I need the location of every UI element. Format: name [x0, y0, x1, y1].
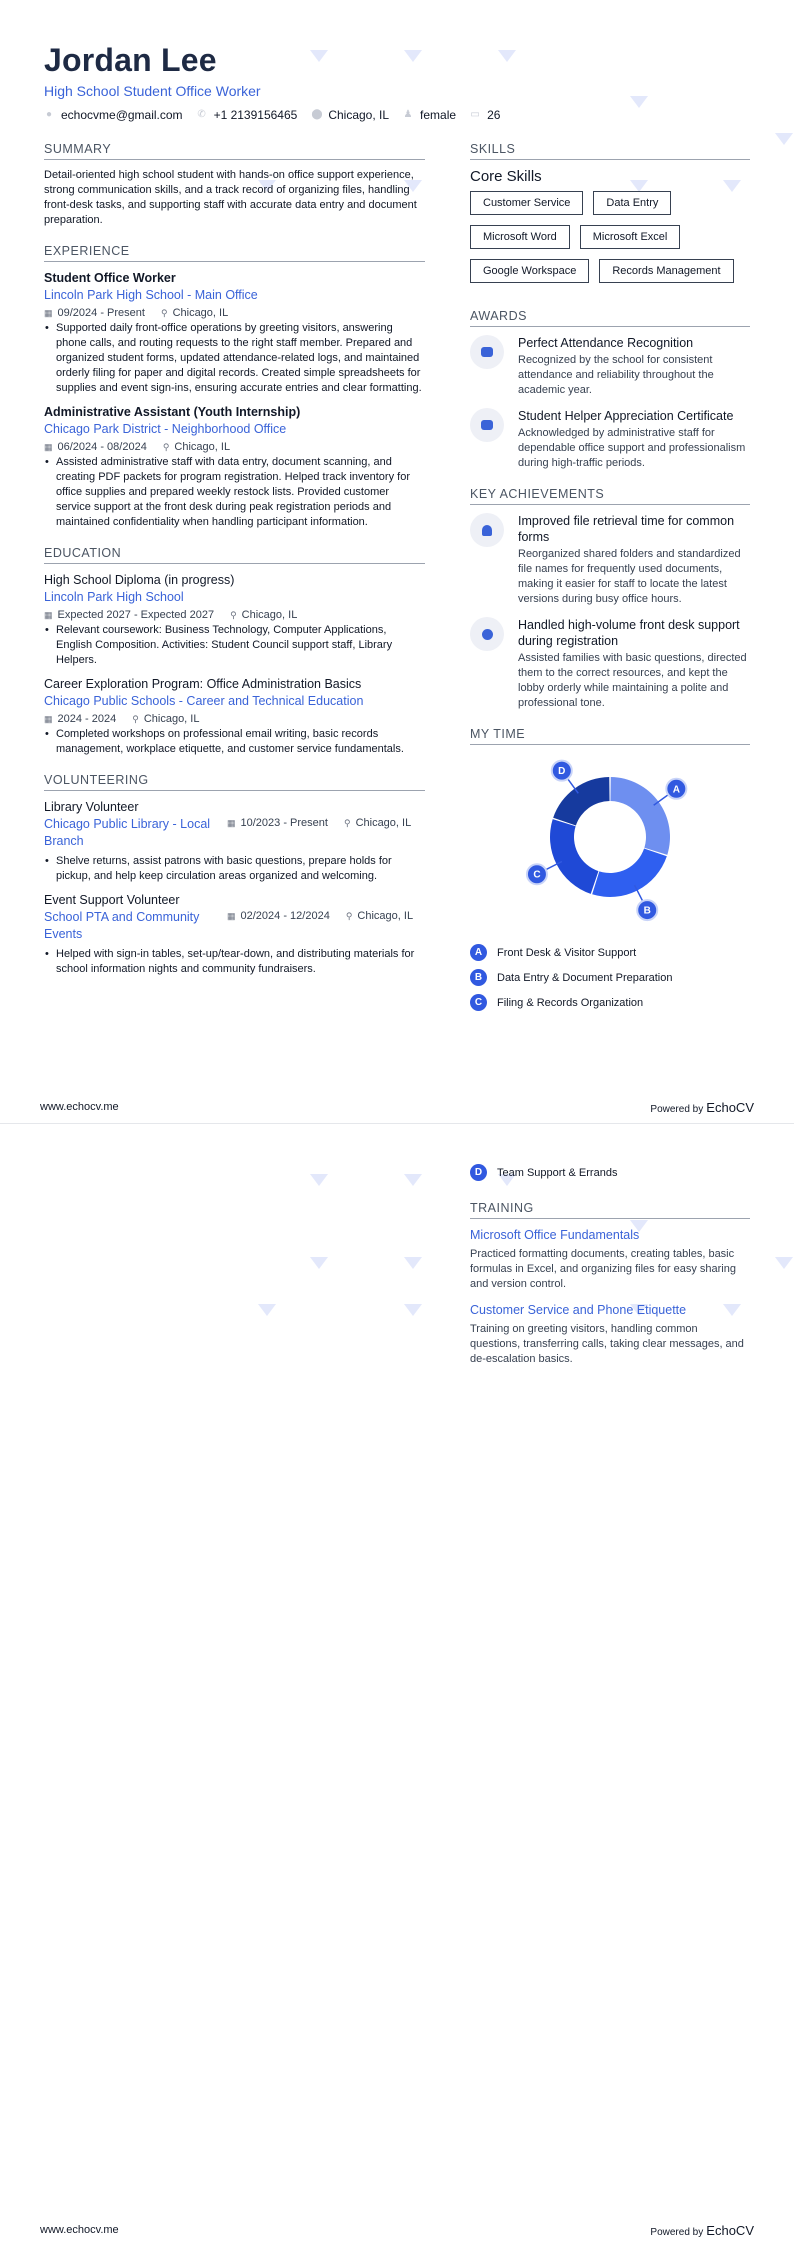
section-heading: KEY ACHIEVEMENTS: [470, 487, 750, 505]
contact-age: [470, 108, 500, 122]
footer-brand: EchoCV: [706, 2222, 754, 2238]
award-description: Acknowledged by administrative staff for dependable office support and professionalism during high-traffic periods.: [518, 427, 746, 469]
volunteering-entry: [44, 892, 425, 977]
donut-marker-label: B: [643, 905, 651, 917]
entry-organization: Lincoln Park High School: [44, 590, 184, 604]
award-title: Perfect Attendance Recognition: [518, 336, 694, 350]
entry-bullet: • Shelve returns, assist patrons with basic questions, prepare holds for pickup, and help keep circulation areas organized and welcoming.: [44, 854, 425, 884]
entry-organization: School PTA and Community Events: [44, 910, 200, 941]
skill-chip: Microsoft Word: [470, 225, 570, 249]
legend-marker: A: [470, 944, 487, 961]
experience-section: [44, 244, 425, 530]
resume-header: [44, 42, 750, 99]
entry-meta: [227, 817, 411, 829]
footer-website[interactable]: www.echocv.me: [40, 1101, 119, 1113]
donut-slice: [592, 849, 667, 897]
calendar-icon: ▦: [44, 713, 53, 724]
decor-triangle: [310, 1174, 328, 1186]
calendar-icon: ▭: [470, 109, 480, 120]
location-icon: ⚲: [343, 817, 351, 828]
candidate-name: Jordan Lee: [44, 42, 217, 78]
page-footer: [40, 2222, 754, 2238]
donut-marker-label: D: [558, 766, 566, 778]
achievement-description: Reorganized shared folders and standardized file names for frequently used documents, making it easier for staff to locate the latest versions during busy office hours.: [518, 548, 741, 605]
section-heading: TRAINING: [470, 1201, 750, 1219]
section-heading: EXPERIENCE: [44, 244, 425, 262]
decor-triangle: [775, 1257, 793, 1269]
awards-section: [470, 309, 750, 471]
entry-location: Chicago, IL: [357, 910, 414, 922]
message-icon: [470, 335, 504, 369]
right-column-continued: [470, 1164, 750, 1383]
section-heading: MY TIME: [470, 727, 750, 745]
summary-text: Detail-oriented high school student with hands-on office support experience, strong communication skills, and a track record of organizing files, handling front-desk tasks, and supporting staff with accurate data entry and document preparation.: [44, 169, 417, 226]
location-icon: ⬤: [311, 109, 323, 120]
achievement-title: Improved file retrieval time for common forms: [518, 514, 735, 544]
entry-bullet: • Completed workshops on professional email writing, basic records management, workplace etiquette, and customer service fundamentals.: [44, 727, 425, 757]
entry-organization: Lincoln Park High School - Main Office: [44, 288, 258, 302]
education-section: [44, 546, 425, 757]
entry-meta: [44, 441, 425, 453]
decor-triangle: [404, 1257, 422, 1269]
legend-label: Filing & Records Organization: [497, 996, 644, 1009]
award-description: Recognized by the school for consistent attendance and reliability throughout the academic year.: [518, 354, 714, 396]
entry-location: Chicago, IL: [355, 817, 412, 829]
achievement-description: Assisted families with basic questions, directed them to the correct resources, and kept the lobby orderly while maintaining a polite and professional tone.: [518, 652, 747, 709]
footer-powered-label: Powered by: [650, 2226, 704, 2238]
skills-list: [470, 191, 750, 293]
section-heading: VOLUNTEERING: [44, 773, 425, 791]
training-description: Training on greeting visitors, handling common questions, transferring calls, taking clear messages, and de-escalation basics.: [470, 1323, 744, 1365]
skill-chip: Records Management: [599, 259, 733, 283]
legend-marker: B: [470, 969, 487, 986]
experience-entry: [44, 404, 425, 530]
section-heading: SKILLS: [470, 142, 750, 160]
entry-meta: [44, 713, 425, 725]
phone-icon: ✆: [197, 109, 206, 120]
contact-gender: [403, 108, 456, 122]
calendar-icon: ▦: [227, 817, 236, 828]
footer-website[interactable]: www.echocv.me: [40, 2224, 119, 2236]
entry-title: High School Diploma (in progress): [44, 573, 235, 587]
achievement-item: [470, 513, 750, 607]
location-icon: ⚲: [345, 910, 353, 921]
education-entry: [44, 676, 425, 757]
achievement-item: [470, 617, 750, 711]
entry-meta: [44, 609, 425, 621]
time-donut-chart: [470, 753, 750, 933]
candidate-title: High School Student Office Worker: [44, 83, 261, 99]
award-title: Student Helper Appreciation Certificate: [518, 409, 734, 423]
contact-location-text: Chicago, IL: [328, 108, 390, 122]
entry-meta: [227, 910, 413, 922]
left-column: [44, 142, 425, 993]
contact-email-text: echocvme@gmail.com: [61, 108, 183, 122]
entry-date: 06/2024 - 08/2024: [57, 441, 147, 453]
calendar-icon: ▦: [44, 307, 53, 318]
calendar-icon: ▦: [44, 609, 53, 620]
training-section: [470, 1201, 750, 1367]
section-heading: SUMMARY: [44, 142, 425, 160]
award-item: [470, 408, 750, 471]
education-entry: [44, 572, 425, 668]
experience-entry: [44, 270, 425, 396]
my-time-section: [470, 727, 750, 1011]
contact-phone[interactable]: [197, 108, 298, 122]
pie-chart-icon: [470, 617, 504, 651]
decor-triangle: [404, 1304, 422, 1316]
resume-page-2: [0, 1123, 794, 2246]
legend-item: [470, 944, 750, 961]
skill-chip: Customer Service: [470, 191, 583, 215]
contact-phone-text: +1 2139156465: [213, 108, 298, 122]
contact-location: [311, 108, 389, 122]
summary-section: [44, 142, 425, 228]
donut-slice: [610, 777, 670, 855]
footer-brand: EchoCV: [706, 1099, 754, 1115]
contact-email[interactable]: [44, 108, 183, 122]
legend-item: [470, 969, 750, 986]
decor-triangle: [258, 1304, 276, 1316]
entry-title: Career Exploration Program: Office Administration Basics: [44, 677, 362, 691]
section-heading: EDUCATION: [44, 546, 425, 564]
calendar-icon: ▦: [44, 441, 53, 452]
donut-slice: [553, 777, 609, 825]
legend-marker: D: [470, 1164, 487, 1181]
training-title: Microsoft Office Fundamentals: [470, 1228, 640, 1242]
location-icon: ⚲: [132, 713, 139, 724]
volunteering-entry: [44, 799, 425, 884]
decor-triangle: [404, 1174, 422, 1186]
legend-marker: C: [470, 994, 487, 1011]
entry-title: Event Support Volunteer: [44, 893, 180, 907]
donut-marker-label: A: [672, 784, 680, 796]
entry-organization: Chicago Public Library - Local Branch: [44, 817, 211, 848]
training-description: Practiced formatting documents, creating tables, basic formulas in Excel, and organizing files for easy sharing and version control.: [470, 1248, 736, 1290]
entry-date: 10/2023 - Present: [240, 817, 328, 829]
skills-section: [470, 142, 750, 293]
entry-title: Library Volunteer: [44, 800, 139, 814]
right-column: [470, 142, 750, 1027]
training-title: Customer Service and Phone Etiquette: [470, 1303, 687, 1317]
skill-chip: Data Entry: [593, 191, 671, 215]
entry-organization: Chicago Park District - Neighborhood Office: [44, 422, 287, 436]
achievements-section: [470, 487, 750, 711]
volunteering-section: [44, 773, 425, 977]
bell-icon: [470, 513, 504, 547]
legend-label: Team Support & Errands: [497, 1166, 618, 1179]
footer-powered-label: Powered by: [650, 1103, 704, 1115]
entry-bullet: • Assisted administrative staff with data entry, document scanning, and creating PDF packets for program registration. Helped track inventory for office supplies and prepared weekly restock lists. Provided customer service support at the front desk during peak registration periods and maintained confidentiality when handling participant information.: [44, 455, 425, 530]
location-icon: ⚲: [162, 441, 170, 452]
entry-meta: [44, 307, 425, 319]
legend-label: Front Desk & Visitor Support: [497, 946, 637, 959]
award-item: [470, 335, 750, 398]
entry-title: Administrative Assistant (Youth Internship): [44, 405, 301, 419]
skill-chip: Microsoft Excel: [580, 225, 681, 249]
decor-triangle: [775, 133, 793, 145]
time-legend: [470, 944, 750, 1011]
entry-bullet: • Supported daily front-office operations by greeting visitors, answering phone calls, and routing requests to the right staff member. Prepared and organized student forms, updated attendance-related logs, and maintained orderly filing for paper and digital records. Created simple spreadsheets for supplies and event sign-ins, ensuring accurate entries and clear formatting.: [44, 321, 425, 396]
calendar-icon: ▦: [227, 910, 236, 921]
contact-row: [44, 108, 514, 122]
legend-item: [470, 994, 750, 1011]
contact-gender-text: female: [420, 108, 457, 122]
entry-location: Chicago, IL: [241, 609, 298, 621]
donut-slice: [550, 819, 598, 894]
message-icon: [470, 408, 504, 442]
entry-date: 09/2024 - Present: [57, 307, 145, 319]
page-footer: [40, 1099, 754, 1115]
entry-location: Chicago, IL: [143, 713, 200, 725]
person-icon: ♟: [403, 109, 413, 120]
location-icon: ⚲: [230, 609, 237, 620]
achievement-title: Handled high-volume front desk support during registration: [518, 618, 740, 648]
entry-location: Chicago, IL: [174, 441, 231, 453]
contact-age-text: 26: [487, 108, 501, 122]
entry-bullet: • Relevant coursework: Business Technology, Computer Applications, English Composition. Activities: Student Council support staff, Library Helpers.: [44, 623, 425, 668]
donut-marker-label: C: [533, 869, 541, 881]
decor-triangle: [310, 1257, 328, 1269]
legend-label: Data Entry & Document Preparation: [497, 971, 673, 984]
entry-date: 02/2024 - 12/2024: [240, 910, 330, 922]
entry-organization: Chicago Public Schools - Career and Technical Education: [44, 694, 364, 708]
entry-title: Student Office Worker: [44, 271, 176, 285]
email-icon: ●: [45, 109, 53, 120]
entry-date: 2024 - 2024: [57, 713, 117, 725]
skills-subheading: Core Skills: [470, 168, 542, 185]
entry-bullet: • Helped with sign-in tables, set-up/tear-down, and distributing materials for school information nights and community fundraisers.: [44, 947, 425, 977]
legend-item: [470, 1164, 750, 1181]
entry-date: Expected 2027 - Expected 2027: [57, 609, 215, 621]
skill-chip: Google Workspace: [470, 259, 589, 283]
entry-location: Chicago, IL: [172, 307, 229, 319]
section-heading: AWARDS: [470, 309, 750, 327]
location-icon: ⚲: [160, 307, 168, 318]
